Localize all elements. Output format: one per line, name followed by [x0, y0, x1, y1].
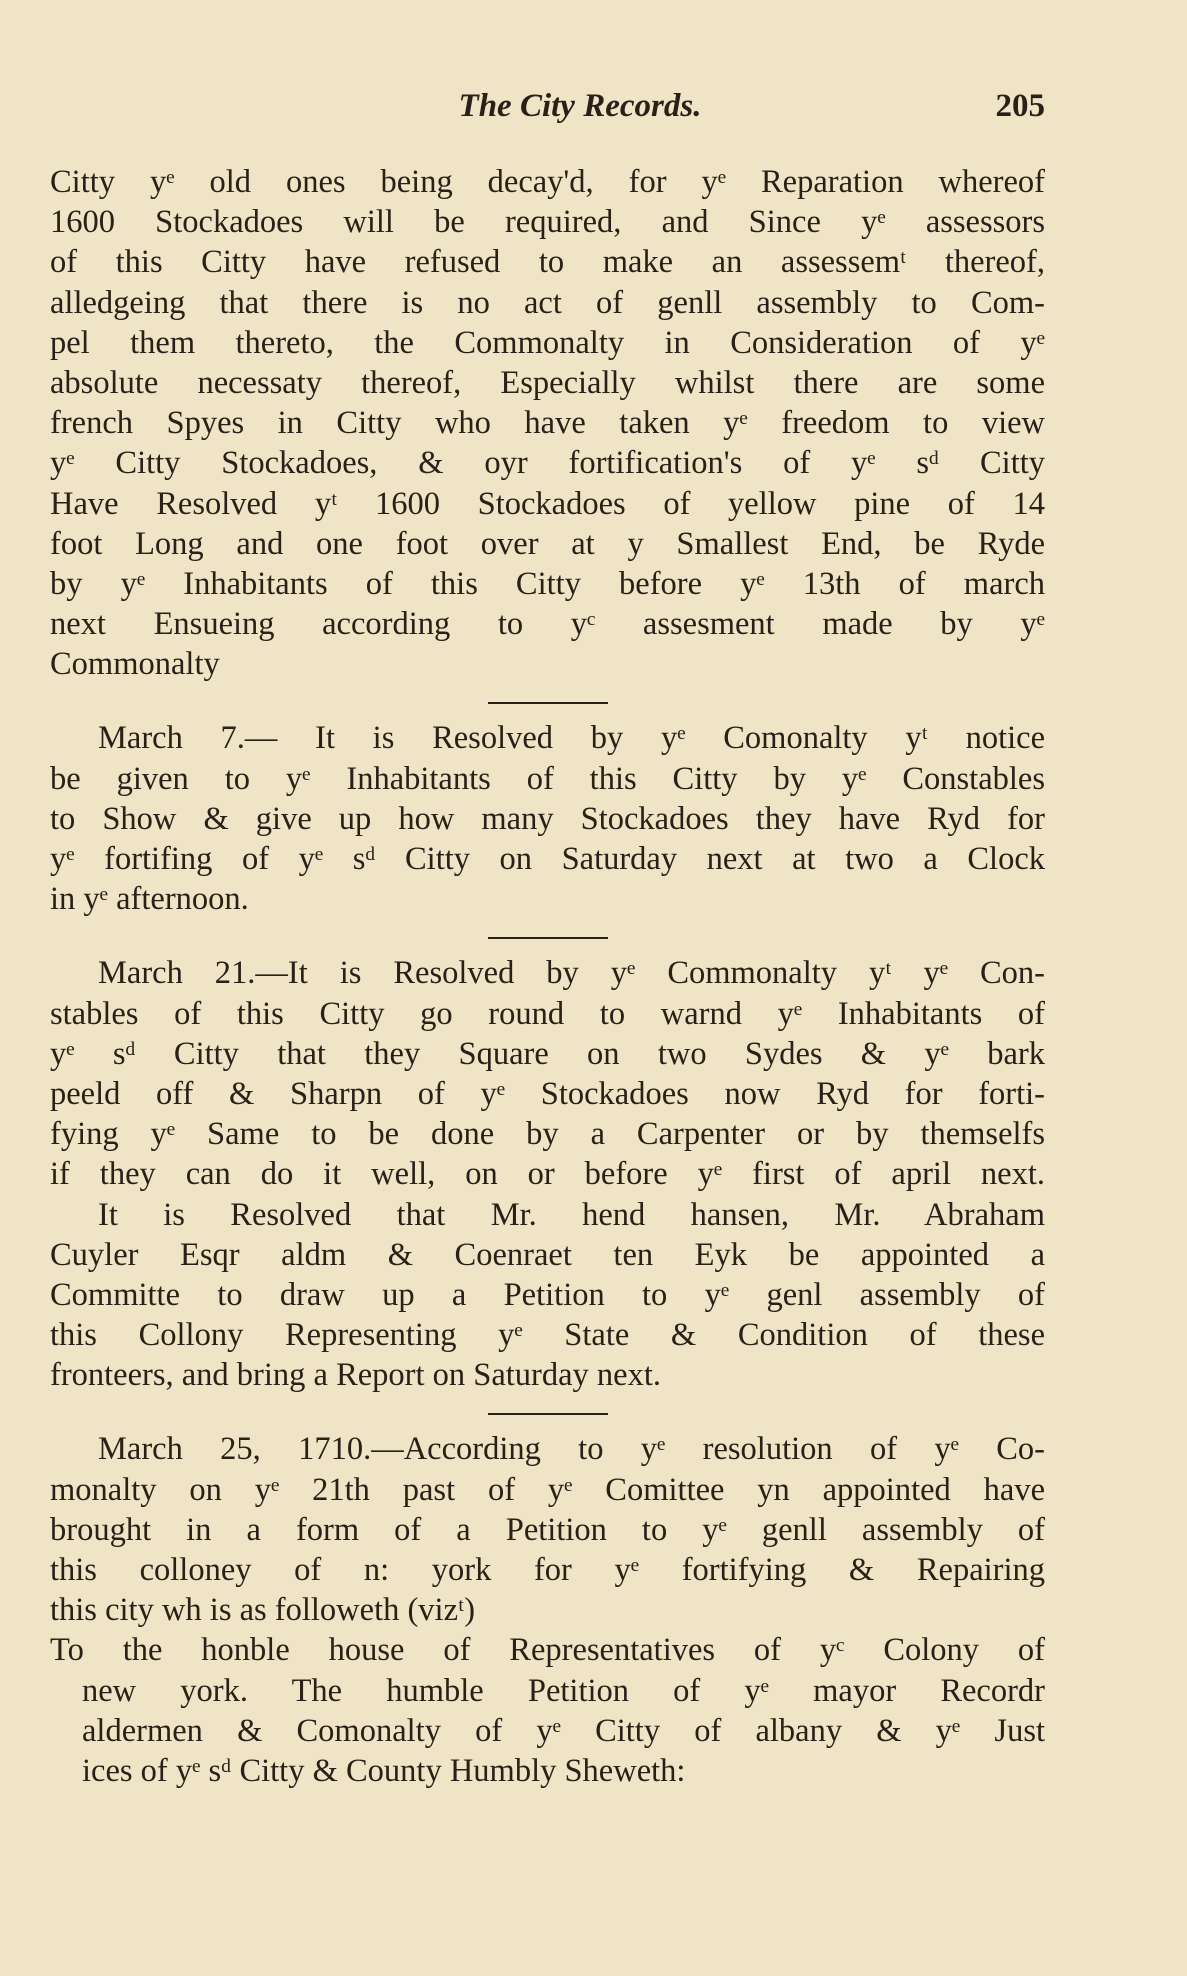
running-title: The City Records.: [458, 88, 702, 124]
text-line: monalty on yᵉ 21th past of yᵉ Comittee yn appointed have: [50, 1471, 1045, 1508]
text-line: aldermen & Comonalty of yᵉ Citty of albany & yᵉ Just: [82, 1712, 1045, 1749]
text-line: Committe to draw up a Petition to yᵉ genl assembly of: [50, 1276, 1045, 1313]
text-line: be given to yᵉ Inhabitants of this Citty by yᵉ Constables: [50, 760, 1045, 797]
text-line: of this Citty have refused to make an assessemᵗ thereof,: [50, 244, 1045, 281]
text-line: yᵉ sᵈ Citty that they Square on two Sydes & yᵉ bark: [50, 1035, 1045, 1072]
text-line: this colloney of n: york for yᵉ fortifying & Repairing: [50, 1552, 1045, 1588]
text-line: Citty yᵉ old ones being decay'd, for yᵉ Reparation whereof: [50, 164, 1045, 200]
text-line: in yᵉ afternoon.: [50, 881, 249, 918]
page-header: [50, 88, 1045, 128]
body-text: [50, 162, 1045, 1791]
text-line: Commonalty: [50, 646, 220, 683]
paragraph-continued: [50, 162, 1045, 684]
text-line: fying yᵉ Same to be done by a Carpenter or by themselfs: [50, 1116, 1045, 1153]
text-line: next Ensueing according to yᶜ assesment made by yᵉ: [50, 606, 1045, 643]
text-line: fronteers, and bring a Report on Saturday next.: [50, 1357, 662, 1394]
entry-march-25: [50, 1429, 1045, 1791]
text-line: yᵉ fortifing of yᵉ sᵈ Citty on Saturday next at two a Clock: [50, 841, 1045, 877]
entry-march-7: [50, 718, 1045, 919]
text-line: stables of this Citty go round to warnd yᵉ Inhabitants of: [50, 995, 1045, 1032]
text-line: Have Resolved yᵗ 1600 Stockadoes of yellow pine of 14: [50, 485, 1045, 522]
text-line: 1600 Stockadoes will be required, and Since yᵉ assessors: [50, 204, 1045, 241]
text-line: ices of yᵉ sᵈ Citty & County Humbly Sheweth:: [82, 1752, 686, 1789]
section-divider: [488, 937, 608, 939]
text-line: March 21.—It is Resolved by yᵉ Commonalty yᵗ yᵉ Con-: [98, 955, 1045, 992]
text-line: this Collony Representing yᵉ State & Condition of these: [50, 1317, 1045, 1354]
section-divider: [488, 702, 608, 704]
text-line: brought in a form of a Petition to yᵉ genll assembly of: [50, 1511, 1045, 1548]
text-line: peeld off & Sharpn of yᵉ Stockadoes now Ryd for forti-: [50, 1075, 1045, 1112]
entry-march-21: [50, 953, 1045, 1395]
text-line: yᵉ Citty Stockadoes, & oyr fortification's of yᵉ sᵈ Citty: [50, 445, 1045, 482]
text-line: foot Long and one foot over at y Smallest End, be Ryde: [50, 525, 1045, 562]
text-line: absolute necessaty thereof, Especially whilst there are some: [50, 364, 1045, 401]
text-line: if they can do it well, on or before yᵉ first of april next.: [50, 1156, 1045, 1193]
text-line: To the honble house of Representatives of yᶜ Colony of: [50, 1632, 1045, 1669]
text-line: pel them thereto, the Commonalty in Consideration of yᵉ: [50, 324, 1045, 361]
text-line: new york. The humble Petition of yᵉ mayor Recordr: [82, 1672, 1045, 1709]
text-line: to Show & give up how many Stockadoes they have Ryd for: [50, 800, 1045, 837]
text-line: March 25, 1710.—According to yᵉ resolution of yᵉ Co-: [98, 1431, 1045, 1468]
text-line: It is Resolved that Mr. hend hansen, Mr. Abraham: [98, 1196, 1045, 1233]
text-line: french Spyes in Citty who have taken yᵉ freedom to view: [50, 405, 1045, 442]
section-divider: [488, 1413, 608, 1415]
text-line: this city wh is as followeth (vizᵗ): [50, 1592, 476, 1629]
text-line: Cuyler Esqr aldm & Coenraet ten Eyk be appointed a: [50, 1236, 1045, 1273]
page-number: 205: [995, 88, 1045, 124]
text-line: March 7.— It is Resolved by yᵉ Comonalty yᵗ notice: [98, 720, 1045, 757]
text-line: alledgeing that there is no act of genll assembly to Com-: [50, 284, 1045, 321]
text-line: by yᵉ Inhabitants of this Citty before yᵉ 13th of march: [50, 565, 1045, 602]
